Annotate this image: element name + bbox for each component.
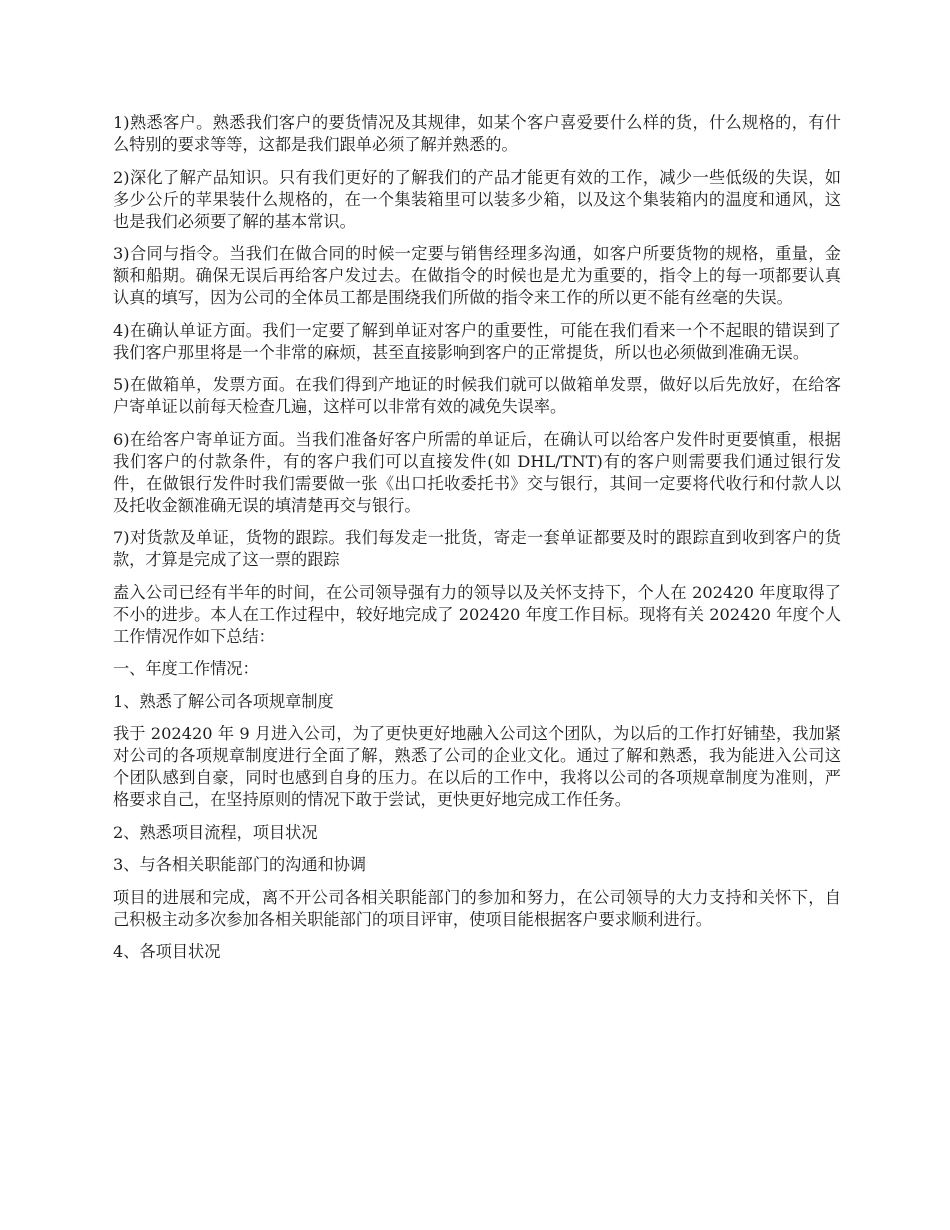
paragraph-communication-detail: 项目的进展和完成，离不开公司各相关职能部门的参加和努力，在公司领导的大力支持和关怀下，自己积极主动多次参加各相关职能部门的项目评审，使项目能根据客户要求顺利进行。 [113, 887, 841, 929]
paragraph-6-send-documents: 6)在给客户寄单证方面。当我们准备好客户所需的单证后，在确认可以给客户发件时更要慎重，根据我们客户的付款条件，有的客户我们可以直接发件(如 DHL/TNT)有的客户则需要我们通过银行发件，在做银行发件时我们需要做一张《出口托收委托书》交与银行，其间一定要将代收行和付款人以及托收金额准确无误的填清楚再交与银行。 [113, 429, 841, 515]
paragraph-2-product-knowledge: 2)深化了解产品知识。只有我们更好的了解我们的产品才能更有效的工作，减少一些低级的失误，如多少公斤的苹果装什么规格的，在一个集装箱里可以装多少箱，以及这个集装箱内的温度和通风，这也是我们必须要了解的基本常识。 [113, 167, 841, 231]
subheading-communication: 3、与各相关职能部门的沟通和协调 [113, 855, 367, 874]
paragraph-3-contracts-instructions: 3)合同与指令。当我们在做合同的时候一定要与销售经理多沟通，如客户所要货物的规格，重量，金额和船期。确保无误后再给客户发过去。在做指令的时候也是尤为重要的，指令上的每一项都要认真认真的填写，因为公司的全体员工都是围绕我们所做的指令来工作的所以更不能有丝毫的失误。 [113, 244, 841, 307]
subheading-rules: 1、熟悉了解公司各项规章制度 [113, 691, 334, 711]
paragraph-7-tracking: 7)对货款及单证，货物的跟踪。我们每发走一批货，寄走一套单证都要及时的跟踪直到收到客户的货款，才算是完成了这一票的跟踪 [113, 528, 841, 569]
paragraph-summary-intro: 盍入公司已经有半年的时间，在公司领导强有力的领导以及关怀支持下，个人在 202420 年度取得了不小的进步。本人在工作过程中，较好地完成了 202420 年度工作目标。现将有关 202420 年度个人工作情况作如下总结： [113, 582, 841, 646]
paragraph-1-know-customers: 1)熟悉客户。熟悉我们客户的要货情况及其规律，如某个客户喜爱要什么样的货，什么规格的，有什么特别的要求等等，这都是我们跟单必须了解并熟悉的。 [113, 113, 841, 154]
document-page [113, 112, 841, 974]
subheading-project-status: 4、各项目状况 [113, 942, 221, 961]
paragraph-4-confirm-documents: 4)在确认单证方面。我们一定要了解到单证对客户的重要性，可能在我们看来一个不起眼的错误到了我们客户那里将是一个非常的麻烦，甚至直接影响到客户的正常提货，所以也必须做到准确无误。 [113, 320, 841, 362]
paragraph-rules-detail: 我于 202420 年 9 月进入公司，为了更快更好地融入公司这个团队，为以后的工作打好铺垫，我加紧对公司的各项规章制度进行全面了解，熟悉了公司的企业文化。通过了解和熟悉，我为能进入公司这个团队感到自豪，同时也感到自身的压力。在以后的工作中，我将以公司的各项规章制度为准则，严格要求自己，在坚持原则的情况下敢于尝试，更快更好地完成工作任务。 [113, 724, 841, 809]
section-heading-annual-work: 一、年度工作情况： [113, 659, 259, 678]
paragraph-5-packing-invoice: 5)在做箱单，发票方面。在我们得到产地证的时候我们就可以做箱单发票，做好以后先放好，在给客户寄单证以前每天检查几遍，这样可以非常有效的减免失误率。 [113, 375, 841, 416]
subheading-project-flow: 2、熟悉项目流程，项目状况 [113, 822, 318, 842]
